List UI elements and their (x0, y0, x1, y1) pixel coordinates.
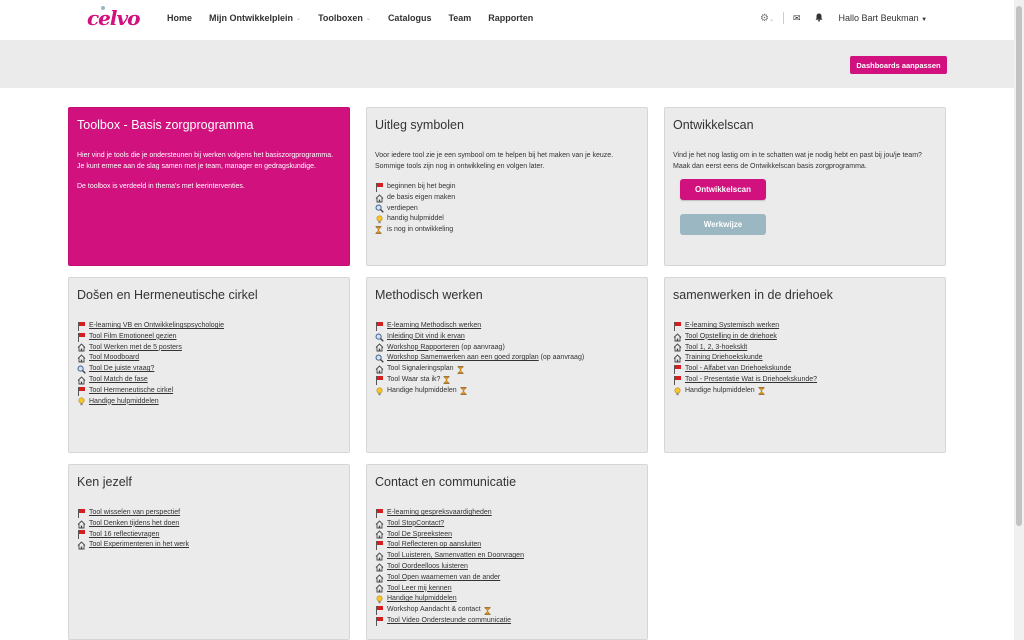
card-methodisch (366, 277, 648, 453)
list-item (77, 364, 341, 375)
legend-item (375, 214, 639, 225)
nav-catalogus[interactable]: Catalogus (387, 13, 432, 23)
card-title: Toolbox - Basis zorgprogramma (77, 118, 254, 132)
werkwijze-button[interactable]: Werkwijze (680, 214, 766, 235)
tool-link[interactable]: Workshop Rapporteren (387, 343, 460, 351)
card-title: Došen en Hermeneutische cirkel (77, 288, 258, 302)
house-icon (77, 354, 86, 363)
hourglass-icon (758, 387, 765, 395)
flag-icon (375, 606, 384, 615)
item-suffix: (op aanvraag) (459, 343, 505, 351)
nav-toolboxen[interactable]: Toolboxen ⌄ (318, 13, 371, 23)
item-label: handig hulpmiddel (387, 215, 444, 223)
tool-link[interactable]: Tool Reflecteren op aansluiten (387, 541, 482, 549)
scrollbar-thumb[interactable] (1016, 6, 1022, 526)
tool-link[interactable]: Tool wisselen van perspectief (89, 509, 181, 516)
list-item (77, 375, 341, 386)
tool-link[interactable]: E-learning gespreksvaardigheden (387, 509, 492, 516)
hourglass-icon (457, 366, 464, 374)
list-item (77, 332, 341, 343)
tool-link[interactable]: Inleiding Dit vind ik ervan (387, 332, 465, 340)
card-title: Contact en communicatie (375, 475, 517, 489)
item-label: Handige hulpmiddelen (387, 386, 457, 394)
item-label: beginnen bij het begin (387, 183, 456, 190)
house-icon (673, 333, 682, 342)
user-menu[interactable]: Hallo Bart Beukman ▼ (838, 13, 928, 23)
header-tools (760, 0, 927, 36)
nav-team[interactable]: Team (448, 13, 472, 23)
chevron-down-icon: ⌄ (296, 15, 302, 22)
tool-list (375, 321, 639, 397)
list-item (375, 594, 639, 605)
list-item (673, 332, 937, 343)
page-scrollbar[interactable] (1014, 0, 1024, 640)
house-icon (375, 552, 384, 561)
tool-link[interactable]: Handige hulpmiddelen (89, 397, 159, 405)
list-item (375, 562, 639, 573)
legend-item (375, 182, 639, 193)
house-icon (375, 584, 384, 593)
list-item (77, 530, 341, 541)
house-icon (375, 194, 384, 203)
card-uitleg-symbolen (366, 107, 648, 266)
list-item (375, 551, 639, 562)
tool-link[interactable]: Tool Open waarnemen van de ander (387, 573, 501, 581)
list-item (77, 540, 341, 551)
list-item (673, 321, 937, 332)
nav-home[interactable]: Home (167, 13, 193, 23)
dashboards-aanpassen-button[interactable]: Dashboards aanpassen (850, 56, 947, 74)
list-item (375, 540, 639, 551)
house-icon (375, 530, 384, 539)
flag-icon (77, 509, 86, 518)
card-title: Methodisch werken (375, 288, 483, 302)
list-item (375, 343, 639, 354)
card-title: samenwerken in de driehoek (673, 288, 833, 302)
list-item (77, 343, 341, 354)
card-title: Ontwikkelscan (673, 118, 754, 132)
list-item (77, 353, 341, 364)
flag-icon (375, 183, 384, 192)
magnifier-icon (375, 204, 384, 213)
list-item (375, 616, 639, 627)
flag-icon (375, 541, 384, 550)
card-text: Voor iedere tool zie je een symbool om te helpen bij het maken van je keuze. Sommige tools zijn nog in ontwikkeling en volgen later. (375, 152, 614, 170)
item-label: is nog in ontwikkeling (387, 226, 454, 234)
house-icon (375, 343, 384, 352)
tool-list (77, 321, 341, 407)
mail-icon[interactable]: ✉ (793, 12, 801, 23)
tool-link[interactable]: Workshop Samenwerken aan een goed zorgplan (387, 354, 539, 362)
list-item (375, 353, 639, 364)
list-item (375, 519, 639, 530)
tool-link[interactable]: Tool Video Ondersteunde communicatie (387, 616, 512, 624)
list-item (77, 397, 341, 408)
hourglass-icon (484, 607, 491, 615)
gear-icon[interactable]: ⚙⌄ (760, 12, 774, 24)
tool-link[interactable]: Tool De juiste vraag? (89, 365, 155, 373)
list-item (673, 343, 937, 354)
card-text: De toolbox is verdeeld in thema's met leerinterventies. (77, 183, 245, 190)
tool-list (375, 508, 639, 627)
top-navbar (0, 0, 1014, 40)
tool-link[interactable]: Tool De Spreeksteen (387, 530, 452, 538)
tool-link[interactable]: E-learning Systemisch werken (685, 322, 780, 329)
magnifier-icon (77, 365, 86, 374)
tool-list (673, 321, 937, 397)
list-item (77, 386, 341, 397)
tool-link[interactable]: Tool Hermeneutische cirkel (89, 386, 174, 394)
house-icon (77, 376, 86, 385)
card-title: Ken jezelf (77, 475, 132, 489)
tool-link[interactable]: Tool - Presentatie Wat is Driehoekskunde? (685, 375, 818, 383)
house-icon (375, 520, 384, 529)
list-item (375, 605, 639, 616)
card-driehoek (664, 277, 946, 453)
list-item (673, 375, 937, 386)
item-label: Tool Waar sta ik? (387, 375, 441, 383)
legend-item (375, 204, 639, 215)
tool-link[interactable]: Tool 16 reflectievragen (89, 530, 160, 538)
list-item (375, 375, 639, 386)
logo-text: celvo (87, 6, 140, 30)
list-item (77, 508, 341, 519)
card-dosen (68, 277, 350, 453)
tool-link[interactable]: Tool Moodboard (89, 354, 140, 362)
flag-icon (375, 376, 384, 385)
card-toolbox (68, 107, 350, 266)
tool-link[interactable]: Tool StopContact? (387, 519, 445, 527)
divider (783, 12, 784, 24)
bulb-icon (375, 215, 384, 224)
tool-link[interactable]: E-learning Methodisch werken (387, 322, 482, 329)
magnifier-icon (375, 333, 384, 342)
tool-link[interactable]: Tool - Alfabet van Driehoekskunde (685, 365, 792, 373)
tool-link[interactable]: Tool Luisteren, Samenvatten en Doorvragen (387, 552, 524, 560)
card-text: Vind je het nog lastig om in te schatten wat je nodig hebt en past bij jou/je team? Maak dan eerst eens de Ontwikkelscan basis zorgprogramma. (673, 152, 922, 170)
flag-icon (375, 617, 384, 626)
house-icon (375, 563, 384, 572)
flag-icon (375, 509, 384, 518)
tool-link[interactable]: E-learning VB en Ontwikkelingspsychologie (89, 322, 225, 329)
tool-link[interactable]: Tool Oordeelloos luisteren (387, 562, 468, 570)
legend-item (375, 225, 639, 236)
flag-icon (673, 376, 682, 385)
hourglass-icon (443, 376, 450, 384)
flag-icon (375, 322, 384, 331)
item-label: Workshop Aandacht & contact (387, 606, 481, 614)
magnifier-icon (375, 354, 384, 363)
list-item (375, 530, 639, 541)
list-item (77, 321, 341, 332)
house-icon (375, 574, 384, 583)
item-label: Handige hulpmiddelen (685, 386, 755, 394)
tool-link[interactable]: Tool Match de fase (89, 375, 148, 383)
tool-link[interactable]: Tool Leer mij kennen (387, 584, 452, 592)
list-item (77, 519, 341, 530)
hourglass-icon (460, 387, 467, 395)
hourglass-icon (375, 226, 384, 235)
chevron-down-icon: ⌄ (365, 15, 371, 22)
list-item (375, 364, 639, 375)
ontwikkelscan-button[interactable]: Ontwikkelscan (680, 179, 766, 200)
bulb-icon (77, 397, 86, 406)
list-item (673, 386, 937, 397)
list-item (673, 353, 937, 364)
house-icon (375, 365, 384, 374)
list-item (375, 332, 639, 343)
list-item (375, 508, 639, 519)
item-label: Tool Signaleringsplan (387, 365, 454, 373)
flag-icon (77, 387, 86, 396)
tool-list (77, 508, 341, 551)
bell-icon[interactable] (815, 13, 823, 24)
tool-link[interactable]: Tool Experimenteren in het werk (89, 541, 189, 549)
tool-link[interactable]: Tool Denken tijdens het doen (89, 519, 180, 527)
item-label: de basis eigen maken (387, 193, 456, 201)
flag-icon (77, 530, 86, 539)
list-item (375, 321, 639, 332)
card-ontwikkelscan (664, 107, 946, 266)
tool-link[interactable]: Tool Opstelling in de driehoek (685, 332, 777, 340)
tool-link[interactable]: Handige hulpmiddelen (387, 595, 457, 603)
tool-link[interactable]: Training Driehoekskunde (685, 354, 763, 362)
list-item (375, 386, 639, 397)
nav-rapporten[interactable]: Rapporten (488, 13, 534, 23)
house-icon (77, 343, 86, 352)
card-ken-jezelf (68, 464, 350, 640)
tool-link[interactable]: Tool Werken met de 5 posters (89, 343, 182, 351)
list-item (375, 573, 639, 584)
flag-icon (673, 322, 682, 331)
legend-item (375, 193, 639, 204)
symbol-legend (375, 182, 639, 236)
house-icon (77, 541, 86, 550)
nav-mijn-ontwikkelplein[interactable]: Mijn Ontwikkelplein ⌄ (209, 13, 302, 23)
card-title: Uitleg symbolen (375, 118, 464, 132)
list-item (673, 364, 937, 375)
tool-link[interactable]: Tool Film Emotioneel gezien (89, 332, 177, 340)
flag-icon (673, 365, 682, 374)
item-label: verdiepen (387, 204, 418, 212)
bulb-icon (673, 387, 682, 396)
card-contact (366, 464, 648, 640)
main-nav (167, 0, 550, 36)
item-suffix: (op aanvraag) (538, 354, 585, 362)
flag-icon (77, 333, 86, 342)
house-icon (77, 520, 86, 529)
list-item (375, 584, 639, 595)
bulb-icon (375, 595, 384, 604)
celvo-logo[interactable] (87, 6, 140, 34)
house-icon (673, 354, 682, 363)
tool-link[interactable]: Tool 1, 2, 3-hoeksklt (685, 343, 748, 351)
bulb-icon (375, 387, 384, 396)
flag-icon (77, 322, 86, 331)
house-icon (673, 343, 682, 352)
card-text: Hier vind je tools die je ondersteunen bij werken volgens het basiszorgprogramma. Je kunt ermee aan de slag samen met je team, manager en gedragskundige. (77, 152, 334, 170)
